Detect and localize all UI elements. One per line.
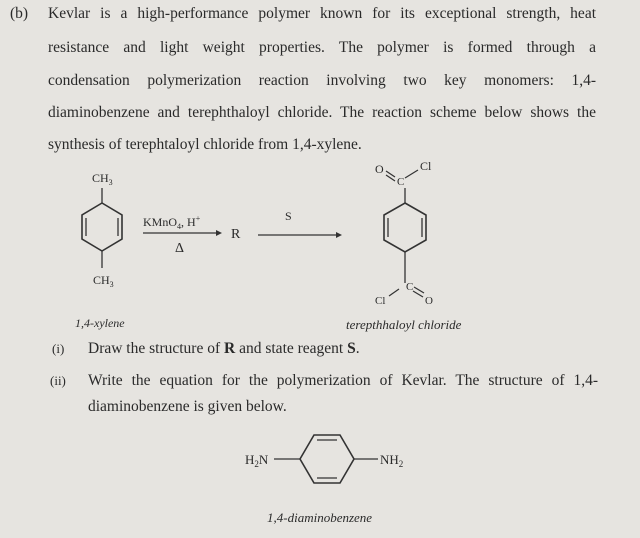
product-name: terepthhaloyl chloride bbox=[346, 317, 462, 332]
xylene-name: 1,4-xylene bbox=[75, 316, 125, 330]
svg-text:Cl: Cl bbox=[375, 295, 386, 307]
intro-line-5: synthesis of terephtaloyl chloride from 1,4-xylene. bbox=[48, 136, 362, 153]
intro-line-3: condensation polymerization reaction involving two key monomers: 1,4- bbox=[48, 72, 596, 89]
svg-text:O: O bbox=[425, 295, 433, 307]
arrow-2 bbox=[258, 209, 342, 238]
h2n-group: $H_2N$ bbox=[245, 452, 269, 469]
xylene-ch3-bottom: $CH_3$ bbox=[93, 273, 114, 289]
sub-i-text: Draw the structure of R and state reagent S. bbox=[88, 340, 360, 357]
intro-line-2: resistance and light weight properties. The polymer is formed through a bbox=[48, 39, 596, 56]
intro-line-4: diaminobenzene and terephthaloyl chloride. The reaction scheme below shows the bbox=[48, 104, 596, 121]
xylene-ch3-top: $CH_3$ bbox=[92, 171, 113, 187]
diaminobenzene-structure bbox=[245, 435, 403, 483]
arrow-1 bbox=[143, 214, 222, 256]
part-label: (b) bbox=[10, 5, 29, 22]
sub-ii-line-1: Write the equation for the polymerization of Kevlar. The structure of 1,4- bbox=[88, 372, 598, 389]
sub-ii-line-2: diaminobenzene is given below. bbox=[88, 398, 287, 415]
reagent-S: S bbox=[285, 209, 292, 223]
intermediate-R: R bbox=[231, 227, 241, 242]
sub-i-label: (i) bbox=[52, 341, 65, 356]
xylene-structure bbox=[82, 171, 122, 289]
intro-line-1: Kevlar is a high-performance polymer known for its exceptional strength, heat bbox=[48, 5, 596, 22]
svg-text:Cl: Cl bbox=[420, 159, 432, 173]
sub-ii-label: (ii) bbox=[50, 373, 66, 388]
svg-text:C: C bbox=[397, 176, 405, 188]
svg-text:O: O bbox=[375, 162, 384, 176]
diamine-name: 1,4-diaminobenzene bbox=[267, 510, 373, 525]
heat-symbol: Δ bbox=[175, 241, 185, 256]
reagent-kmno4: KMnO$_4$, H+ bbox=[143, 214, 201, 231]
terephthaloyl-chloride-structure bbox=[375, 159, 433, 307]
nh2-group: $NH_2$ bbox=[380, 452, 404, 469]
svg-text:C: C bbox=[406, 281, 414, 293]
